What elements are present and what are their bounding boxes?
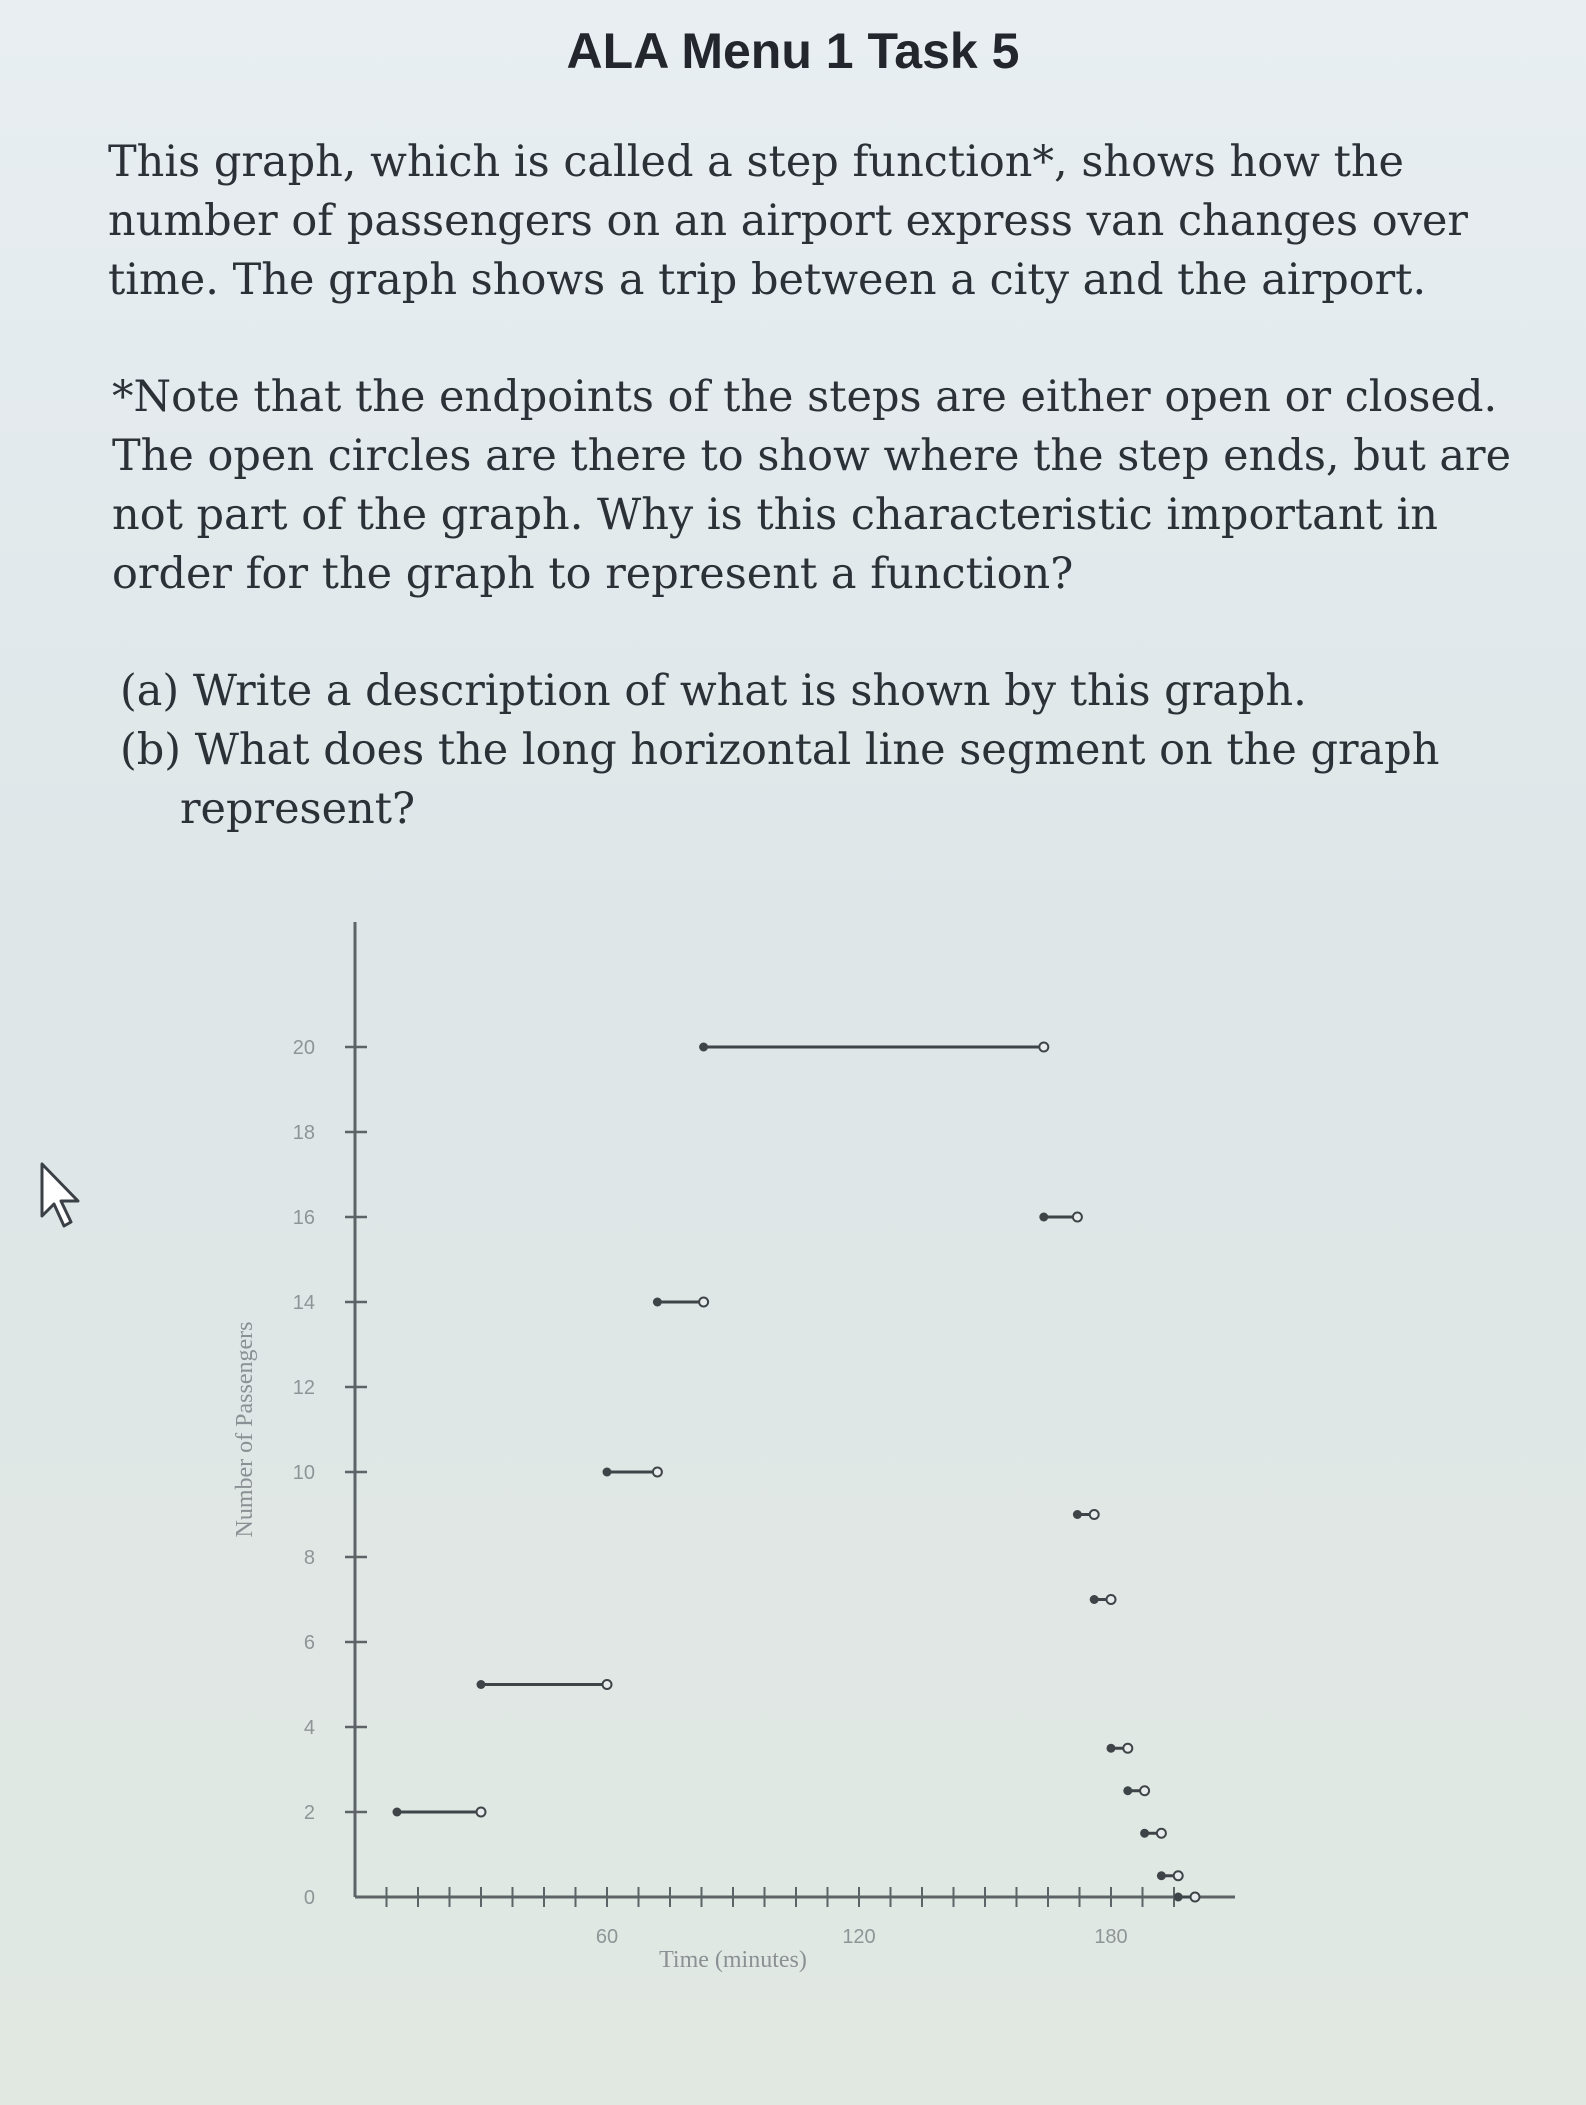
step-open-endpoint [1157,1829,1166,1838]
step-closed-endpoint [393,1808,402,1817]
y-tick-label: 8 [303,1547,315,1569]
y-tick-label: 14 [292,1292,315,1314]
question-b: (b) What does the long horizontal line segment on the graph [120,725,1440,775]
step-closed-endpoint [1157,1871,1166,1880]
y-tick-label: 18 [292,1122,315,1144]
step-closed-endpoint [1107,1744,1116,1753]
step-closed-endpoint [1174,1893,1183,1902]
step-closed-endpoint [603,1468,612,1477]
step-closed-endpoint [1123,1786,1132,1795]
question-a: (a) Write a description of what is shown by this graph. [120,666,1307,716]
note-line: order for the graph to represent a function? [112,549,1074,599]
note-line: The open circles are there to show where the step ends, but are [112,431,1512,481]
step-closed-endpoint [1073,1510,1082,1519]
step-closed-endpoint [653,1298,662,1307]
page-title: ALA Menu 1 Task 5 [566,23,1020,79]
y-tick-label: 2 [303,1802,315,1824]
question-b-continued: represent? [180,784,416,834]
y-tick-label: 12 [292,1377,315,1399]
step-open-endpoint [1140,1786,1149,1795]
chart-steps [393,1043,1200,1902]
step-open-endpoint [1123,1744,1132,1753]
step-open-endpoint [603,1680,612,1689]
step-open-endpoint [699,1298,708,1307]
intro-line: This graph, which is called a step function*, shows how the [108,137,1404,187]
step-open-endpoint [1073,1213,1082,1222]
note-line: not part of the graph. Why is this characteristic important in [112,490,1438,540]
intro-line: time. The graph shows a trip between a city and the airport. [108,255,1427,305]
x-axis-title: Time (minutes) [659,1947,807,1973]
step-open-endpoint [1107,1595,1116,1604]
step-closed-endpoint [1090,1595,1099,1604]
step-closed-endpoint [477,1680,486,1689]
chart-axes [355,922,1235,1897]
step-open-endpoint [477,1808,486,1817]
note-line: *Note that the endpoints of the steps are either open or closed. [112,372,1498,422]
step-open-endpoint [1191,1893,1200,1902]
y-tick-label: 10 [292,1462,315,1484]
step-open-endpoint [653,1468,662,1477]
step-closed-endpoint [1039,1213,1048,1222]
step-closed-endpoint [1140,1829,1149,1838]
y-axis-title: Number of Passengers [232,1321,258,1538]
step-closed-endpoint [699,1043,708,1052]
y-tick-label: 16 [292,1207,315,1229]
step-open-endpoint [1039,1043,1048,1052]
y-tick-label: 0 [303,1887,315,1909]
step-open-endpoint [1174,1871,1183,1880]
x-tick-label: 120 [842,1926,876,1948]
x-tick-label: 60 [595,1926,619,1948]
y-tick-label: 6 [303,1632,315,1654]
intro-line: number of passengers on an airport express van changes over [108,196,1468,246]
y-tick-label: 4 [303,1717,315,1739]
x-tick-label: 180 [1094,1926,1128,1948]
step-open-endpoint [1090,1510,1099,1519]
y-tick-label: 20 [292,1037,315,1059]
